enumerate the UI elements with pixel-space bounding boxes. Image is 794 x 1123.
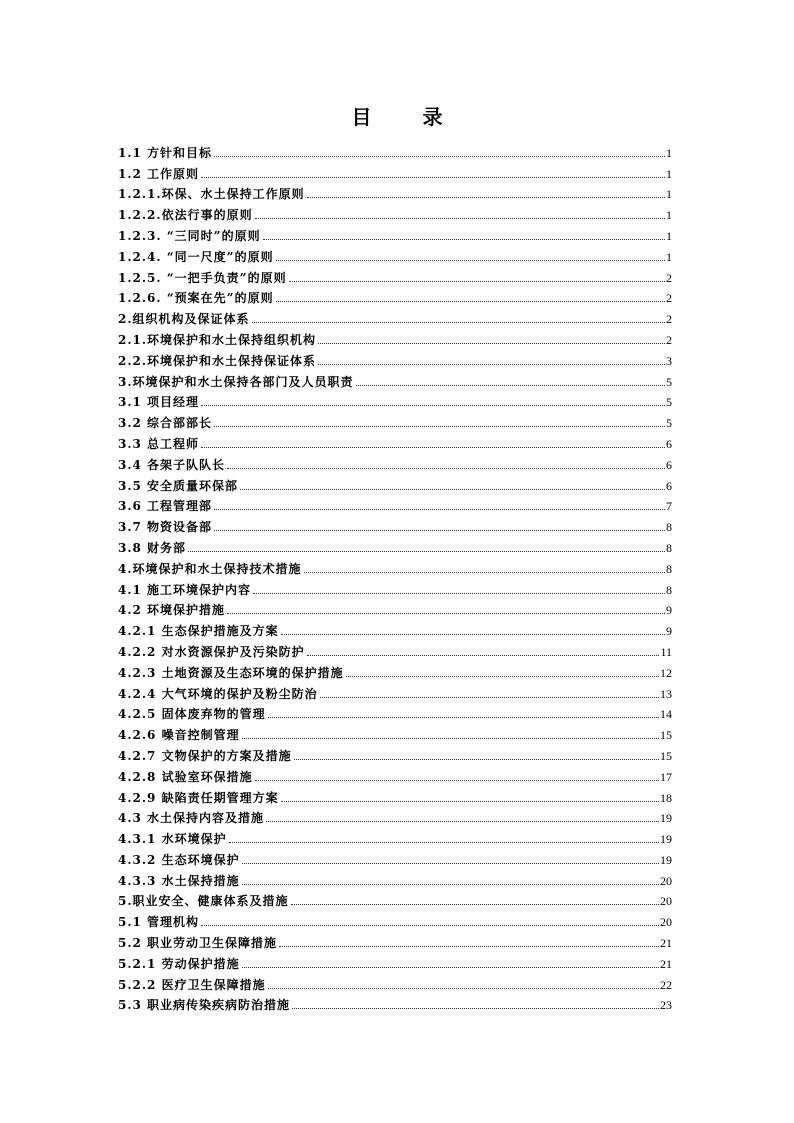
toc-entry-page-number: 23 xyxy=(660,998,672,1013)
toc-entry-label: 3.4 各架子队队长 xyxy=(118,457,226,472)
toc-entry-label: 3.8 财务部 xyxy=(118,540,187,555)
toc-dot-leader xyxy=(318,342,665,344)
toc-entry-label: 4.3.2 生态环境保护 xyxy=(118,852,240,867)
toc-entry[interactable] xyxy=(118,638,672,659)
toc-entry[interactable] xyxy=(118,243,672,264)
toc-entry-page-number: 14 xyxy=(660,707,672,722)
toc-entry[interactable] xyxy=(118,784,672,805)
toc-entry-page-number: 8 xyxy=(666,582,672,597)
toc-entry[interactable] xyxy=(118,201,672,222)
toc-entry-label: 5.3 职业病传染疾病防治措施 xyxy=(118,998,291,1013)
toc-entry-page-number: 20 xyxy=(660,894,672,909)
toc-entry-label: 5.1 管理机构 xyxy=(118,915,200,930)
toc-entry-page-number: 19 xyxy=(660,832,672,847)
toc-entry-page-number: 15 xyxy=(660,728,672,743)
toc-entry[interactable] xyxy=(118,971,672,992)
toc-entry-label: 4.2 环境保护措施 xyxy=(118,603,226,618)
toc-dot-leader xyxy=(242,966,659,968)
toc-entry-page-number: 21 xyxy=(660,956,672,971)
toc-entry-label: 3.5 安全质量环保部 xyxy=(118,478,239,493)
toc-dot-leader xyxy=(227,467,665,469)
toc-entry-page-number: 3 xyxy=(666,353,672,368)
toc-entry[interactable] xyxy=(118,929,672,950)
toc-dot-leader xyxy=(240,488,665,490)
toc-dot-leader xyxy=(281,800,659,802)
toc-entry-label: 4.环境保护和水土保持技术措施 xyxy=(118,561,302,576)
toc-entry-page-number: 8 xyxy=(666,561,672,576)
toc-entry-page-number: 19 xyxy=(660,811,672,826)
toc-entry-label: 1.2.5. “一把手负责”的原则 xyxy=(118,270,287,285)
toc-dot-leader xyxy=(266,820,659,822)
toc-entry[interactable] xyxy=(118,285,672,306)
toc-dot-leader xyxy=(214,529,665,531)
toc-dot-leader xyxy=(320,696,659,698)
toc-entry-label: 3.7 物资设备部 xyxy=(118,520,213,535)
toc-dot-leader xyxy=(214,155,665,157)
toc-dot-leader xyxy=(294,758,659,760)
toc-entry-label: 1.2.6. “预案在先”的原则 xyxy=(118,291,274,306)
toc-entry[interactable] xyxy=(118,181,672,202)
toc-entry-label: 1.2 工作原则 xyxy=(118,166,200,181)
toc-entry-page-number: 9 xyxy=(666,603,672,618)
toc-entry[interactable] xyxy=(118,472,672,493)
toc-entry-page-number: 1 xyxy=(666,208,672,223)
toc-entry-page-number: 1 xyxy=(666,249,672,264)
toc-entry-page-number: 2 xyxy=(666,291,672,306)
toc-entry-page-number: 1 xyxy=(666,145,672,160)
toc-entry-label: 4.2.8 试验室环保措施 xyxy=(118,769,253,784)
toc-entry[interactable] xyxy=(118,409,672,430)
toc-dot-leader xyxy=(242,737,659,739)
toc-dot-leader xyxy=(242,862,659,864)
toc-dot-leader xyxy=(318,363,665,365)
toc-entry[interactable] xyxy=(118,513,672,534)
toc-entry-label: 5.2 职业劳动卫生保障措施 xyxy=(118,936,278,951)
toc-entry[interactable] xyxy=(118,701,672,722)
toc-entry-label: 3.环境保护和水土保持各部门及人员职责 xyxy=(118,374,354,389)
toc-entry-label: 2.组织机构及保证体系 xyxy=(118,312,250,327)
toc-entry-page-number: 1 xyxy=(666,166,672,181)
toc-entry[interactable] xyxy=(118,264,672,285)
toc-entry-label: 2.1.环境保护和水土保持组织机构 xyxy=(118,332,317,347)
toc-entry[interactable] xyxy=(118,493,672,514)
toc-entry-label: 1.1 方针和目标 xyxy=(118,145,213,160)
toc-dot-leader xyxy=(307,654,660,656)
toc-dot-leader xyxy=(307,196,665,198)
toc-entry-page-number: 17 xyxy=(660,769,672,784)
toc-dot-leader xyxy=(279,945,659,947)
toc-entry-label: 3.6 工程管理部 xyxy=(118,499,213,514)
toc-entry[interactable] xyxy=(118,305,672,326)
toc-entry-label: 4.2.4 大气环境的保护及粉尘防治 xyxy=(118,686,318,701)
toc-entry-page-number: 8 xyxy=(666,540,672,555)
toc-dot-leader xyxy=(255,217,665,219)
toc-dot-leader xyxy=(188,550,665,552)
toc-entry[interactable] xyxy=(118,950,672,971)
toc-entry-label: 2.2.环境保护和水土保持保证体系 xyxy=(118,353,317,368)
toc-dot-leader xyxy=(214,425,665,427)
toc-entry-page-number: 1 xyxy=(666,187,672,202)
toc-entry-page-number: 5 xyxy=(666,374,672,389)
toc-entry[interactable] xyxy=(118,139,672,160)
toc-entry-label: 4.2.9 缺陷责任期管理方案 xyxy=(118,790,279,805)
toc-entry-page-number: 6 xyxy=(666,478,672,493)
toc-entry-page-number: 6 xyxy=(666,436,672,451)
toc-dot-leader xyxy=(291,903,659,905)
toc-entry-page-number: 7 xyxy=(666,499,672,514)
toc-entry-label: 1.2.2.依法行事的原则 xyxy=(118,208,253,223)
toc-dot-leader xyxy=(214,508,665,510)
toc-dot-leader xyxy=(276,300,665,302)
toc-title: 目 录 xyxy=(351,105,465,129)
toc-entry[interactable] xyxy=(118,763,672,784)
toc-dot-leader xyxy=(242,883,659,885)
toc-entry-page-number: 21 xyxy=(660,936,672,951)
toc-dot-leader xyxy=(201,924,659,926)
toc-entry[interactable] xyxy=(118,659,672,680)
toc-dot-leader xyxy=(253,592,665,594)
toc-dot-leader xyxy=(201,404,665,406)
toc-entry[interactable] xyxy=(118,430,672,451)
toc-dot-leader xyxy=(201,176,665,178)
toc-entry-label: 4.2.7 文物保护的方案及措施 xyxy=(118,748,292,763)
toc-entry[interactable] xyxy=(118,846,672,867)
toc-dot-leader xyxy=(201,446,665,448)
toc-entry-label: 5.2.1 劳动保护措施 xyxy=(118,956,240,971)
toc-entry-label: 4.3.3 水土保持措施 xyxy=(118,873,240,888)
toc-entry-label: 5.2.2 医疗卫生保障措施 xyxy=(118,977,266,992)
toc-entry[interactable] xyxy=(118,389,672,410)
toc-entry-page-number: 20 xyxy=(660,915,672,930)
toc-list xyxy=(118,139,672,1012)
toc-entry-label: 3.1 项目经理 xyxy=(118,395,200,410)
toc-entry-label: 4.2.3 土地资源及生态环境的保护措施 xyxy=(118,665,344,680)
toc-dot-leader xyxy=(229,841,659,843)
toc-entry-label: 5.职业安全、健康体系及措施 xyxy=(118,894,289,909)
toc-dot-leader xyxy=(227,612,665,614)
toc-dot-leader xyxy=(263,238,665,240)
toc-entry-label: 4.2.6 噪音控制管理 xyxy=(118,728,240,743)
toc-dot-leader xyxy=(304,571,665,573)
toc-entry-label: 4.2.1 生态保护措施及方案 xyxy=(118,624,279,639)
toc-entry[interactable] xyxy=(118,805,672,826)
toc-dot-leader xyxy=(252,321,665,323)
toc-entry-page-number: 8 xyxy=(666,520,672,535)
toc-entry-page-number: 12 xyxy=(660,665,672,680)
toc-entry[interactable] xyxy=(118,534,672,555)
toc-entry-page-number: 6 xyxy=(666,457,672,472)
toc-entry-label: 1.2.1.环保、水土保持工作原则 xyxy=(118,187,305,202)
toc-entry-page-number: 18 xyxy=(660,790,672,805)
toc-entry[interactable] xyxy=(118,721,672,742)
toc-entry[interactable] xyxy=(118,597,672,618)
toc-entry-label: 4.2.5 固体废弃物的管理 xyxy=(118,707,266,722)
toc-entry-page-number: 20 xyxy=(660,873,672,888)
toc-entry[interactable] xyxy=(118,347,672,368)
toc-entry-page-number: 19 xyxy=(660,852,672,867)
toc-entry[interactable] xyxy=(118,160,672,181)
toc-entry[interactable] xyxy=(118,908,672,929)
toc-entry-page-number: 2 xyxy=(666,312,672,327)
toc-dot-leader xyxy=(255,779,659,781)
toc-dot-leader xyxy=(276,259,665,261)
toc-entry-label: 1.2.4. “同一尺度”的原则 xyxy=(118,249,274,264)
toc-entry-label: 4.1 施工环境保护内容 xyxy=(118,582,252,597)
toc-entry-page-number: 5 xyxy=(666,416,672,431)
toc-entry[interactable] xyxy=(118,555,672,576)
toc-entry-page-number: 1 xyxy=(666,228,672,243)
toc-entry[interactable] xyxy=(118,680,672,701)
toc-entry-label: 4.3 水土保持内容及措施 xyxy=(118,811,265,826)
toc-dot-leader xyxy=(281,633,665,635)
toc-entry[interactable] xyxy=(118,222,672,243)
toc-entry-label: 3.3 总工程师 xyxy=(118,436,200,451)
toc-entry[interactable] xyxy=(118,368,672,389)
toc-entry[interactable] xyxy=(118,451,672,472)
toc-entry-page-number: 2 xyxy=(666,270,672,285)
toc-dot-leader xyxy=(292,1007,659,1009)
toc-entry-label: 3.2 综合部部长 xyxy=(118,416,213,431)
toc-entry[interactable] xyxy=(118,888,672,909)
toc-dot-leader xyxy=(356,384,665,386)
toc-entry-label: 1.2.3. “三同时”的原则 xyxy=(118,228,261,243)
toc-entry[interactable] xyxy=(118,742,672,763)
toc-entry-page-number: 5 xyxy=(666,395,672,410)
toc-entry[interactable] xyxy=(118,576,672,597)
toc-entry-page-number: 22 xyxy=(660,977,672,992)
toc-entry[interactable] xyxy=(118,617,672,638)
toc-entry-label: 4.2.2 对水资源保护及污染防护 xyxy=(118,644,305,659)
toc-entry-page-number: 15 xyxy=(660,748,672,763)
toc-entry-page-number: 13 xyxy=(660,686,672,701)
toc-entry[interactable] xyxy=(118,326,672,347)
toc-entry-page-number: 11 xyxy=(660,644,672,659)
toc-entry-page-number: 2 xyxy=(666,332,672,347)
toc-entry[interactable] xyxy=(118,867,672,888)
toc-dot-leader xyxy=(346,675,659,677)
toc-entry[interactable] xyxy=(118,992,672,1013)
toc-dot-leader xyxy=(268,987,659,989)
toc-entry-label: 4.3.1 水环境保护 xyxy=(118,832,227,847)
toc-dot-leader xyxy=(289,280,665,282)
toc-entry[interactable] xyxy=(118,825,672,846)
toc-entry-page-number: 9 xyxy=(666,624,672,639)
toc-dot-leader xyxy=(268,716,659,718)
